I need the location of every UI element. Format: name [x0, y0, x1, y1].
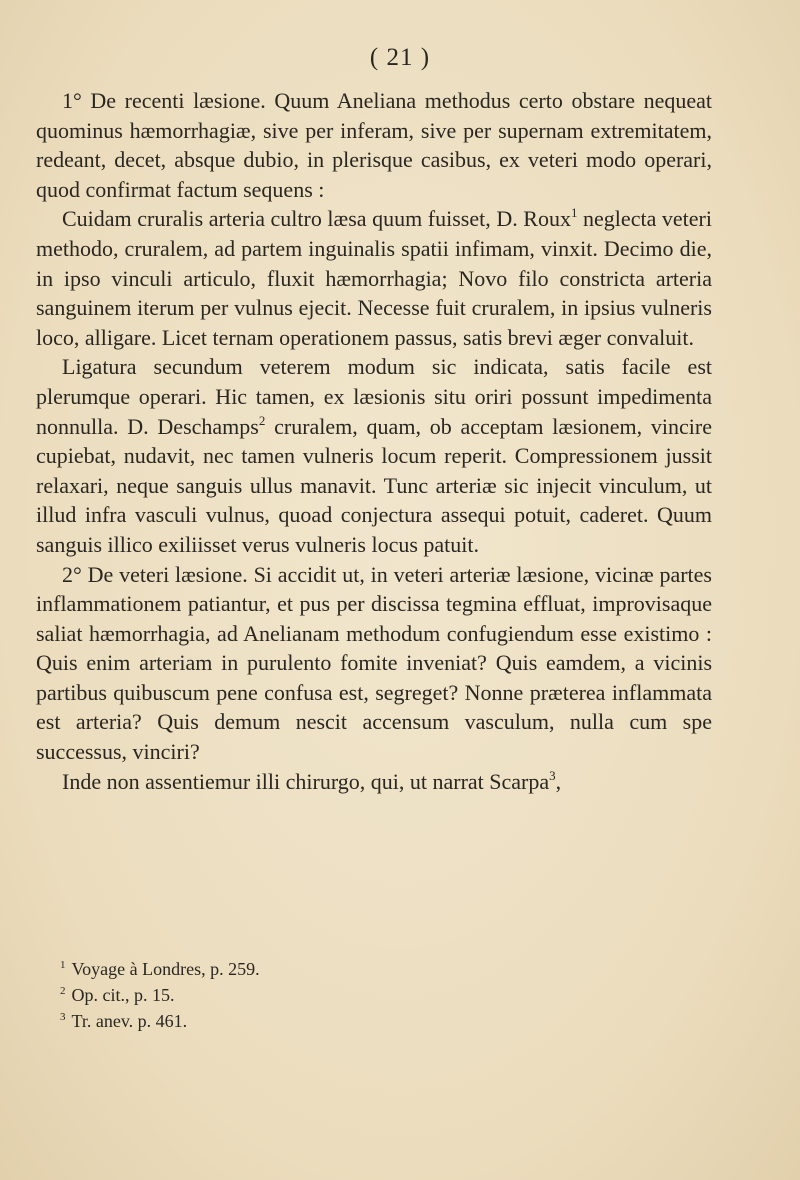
paragraph — [36, 352, 712, 559]
paragraph — [36, 767, 712, 797]
paragraph-text: , — [555, 768, 562, 794]
footnote-reference: 3 — [549, 767, 556, 783]
footnote-reference: 1 — [570, 205, 578, 221]
paragraph-text: 2° De veteri læsione. Si accidit ut, in veteri arteriæ læsione, vicinæ partes inflammationem patiantur, et pus per discissa tegmina effluat, improvisaque saliat hæmorrhagia, ad Anelianam methodum confugiendum esse existimo : Quis enim arteriam in purulento fomite inveniat? Quis eamdem, a vicinis partibus quibuscum pene confusa est, segreget? Nonne præterea inflammata est arteria? Quis demum nescit accensum vasculum, nulla cum spe successus, vinciri? — [36, 561, 712, 765]
footnote-text: Op. cit., p. 15. — [71, 985, 175, 1005]
footnote — [60, 1008, 560, 1034]
paragraph-text: neglecta veteri methodo, cruralem, ad partem inguinalis spatii infimam, vinxit. Decimo die, in ipso vinculi articulo, fluxit hæmorrhagia; Novo filo constricta arteria sanguinem iterum per vulnus ejecit. Necesse fuit cruralem, in ipsius vulneris loco, alligare. Licet ternam operationem passus, satis brevi æger convaluit. — [36, 206, 712, 350]
body-text — [36, 86, 712, 796]
footnote-mark: 3 — [60, 1011, 66, 1023]
footnote-text: Tr. anev. p. 461. — [71, 1011, 188, 1031]
footnote-mark: 2 — [60, 985, 66, 997]
footnote — [60, 982, 560, 1008]
footnote — [60, 956, 560, 982]
paragraph-text: Ligatura secundum veterem modum sic indicata, satis facile est plerumque operari. Hic tamen, ex læsionis situ oriri possunt impedimenta nonnulla. D. Deschamps — [36, 354, 712, 439]
paragraph-text: Inde non assentiemur illi chirurgo, qui, ut narrat Scarpa — [62, 768, 550, 794]
paragraph-text: 1° De recenti læsione. Quum Aneliana methodus certo obstare nequeat quominus hæmorrhagiæ, sive per inferam, sive per supernam extremitatem, redeant, decet, absque dubio, in plerisque casibus, ex veteri modo operari, quod confirmat factum sequens : — [36, 88, 712, 202]
paragraph — [36, 86, 712, 204]
paragraph-text: cruralem, quam, ob acceptam læsionem, vincire cupiebat, nudavit, nec tamen vulneris locum reperit. Compressionem jussit relaxari, neque sanguis ullus manavit. Tunc arteriæ sic injecit vinculum, ut illud infra vasculi vulnus, quoad conjectura assequi potuit, caderet. Quum sanguis illico exiliisset verus vulneris locus patuit. — [36, 413, 712, 557]
footnote-reference: 2 — [258, 412, 266, 428]
footnotes — [60, 956, 560, 1034]
paragraph — [36, 560, 712, 767]
page-number: ( 21 ) — [369, 44, 431, 71]
paragraph-text: Cuidam cruralis arteria cultro læsa quum fuisset, D. Roux — [62, 206, 571, 232]
footnote-text: Voyage à Londres, p. 259. — [71, 959, 260, 979]
paragraph — [36, 204, 712, 352]
footnote-mark: 1 — [60, 959, 66, 971]
